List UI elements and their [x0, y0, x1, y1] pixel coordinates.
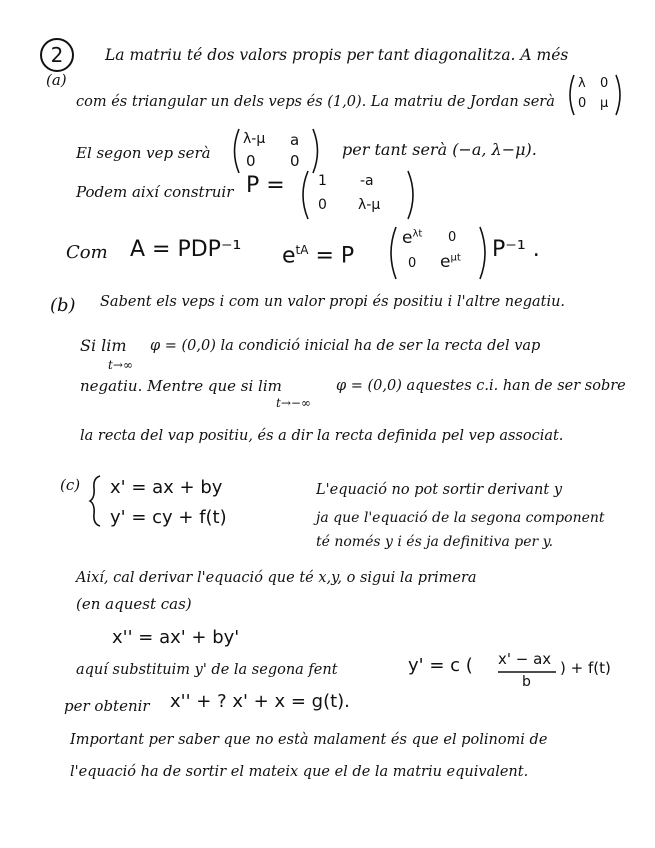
- eq-substitution-lhs: y' = c (: [408, 655, 473, 676]
- part-a-label: (a): [46, 71, 67, 89]
- system-eq-1: x' = ax + by: [110, 477, 223, 498]
- p-label: P =: [246, 173, 285, 198]
- part-b-label: (b): [50, 295, 76, 316]
- fraction-numerator: x' − ax: [498, 650, 552, 668]
- p-a12: -a: [360, 173, 374, 189]
- brace-glyph: [88, 474, 102, 528]
- matrix-brackets: [566, 72, 624, 118]
- part-c-line-1: Així, cal derivar l'equació que té x,y, o sigui la primera: [76, 570, 477, 586]
- part-b-line-4: la recta del vap positiu, és a dir la recta definida pel vep associat.: [80, 428, 564, 444]
- eq-substitution-tail: ) + f(t): [560, 659, 611, 677]
- part-a-line-3-pre: El segon vep serà: [76, 144, 211, 162]
- exp-a22-base: e: [440, 252, 451, 272]
- fraction-denominator: b: [522, 674, 531, 690]
- exp-a12: 0: [448, 230, 457, 245]
- part-a-line-4-pre: Podem així construir: [76, 183, 234, 201]
- eq-exp-base: e: [282, 243, 296, 269]
- exp-a11: [402, 228, 422, 248]
- part-b-line-1: Sabent els veps i com un valor propi és positiu i l'altre negatiu.: [100, 294, 566, 310]
- part-a-line-5-pre: Com: [66, 242, 108, 263]
- part-c-note-1: L'equació no pot sortir derivant y: [316, 482, 563, 498]
- part-c-label: (c): [60, 476, 81, 494]
- jordan-a11: λ: [578, 76, 586, 91]
- part-b-line-2-pre: Si lim: [80, 336, 127, 355]
- p-a21: 0: [318, 197, 327, 213]
- m2-a21: 0: [246, 152, 256, 170]
- part-a-line-3-post: per tant serà (−a, λ−μ).: [342, 140, 537, 159]
- part-c-line-6: l'equació ha de sortir el mateix que el de la matriu equivalent.: [70, 764, 529, 780]
- jordan-a21: 0: [578, 96, 587, 111]
- eq-exp-lhs: [282, 240, 355, 269]
- part-a-line-1: La matriu té dos valors propis per tant diagonalitza. A més: [105, 46, 569, 64]
- eq-final-ode: x'' + ? x' + x = g(t).: [170, 691, 350, 712]
- matrix-brackets: [298, 168, 418, 222]
- system-eq-2: y' = cy + f(t): [110, 507, 227, 528]
- exp-a11-base: e: [402, 228, 413, 248]
- p-a22: λ-μ: [358, 197, 381, 213]
- part-c-line-4-pre: per obtenir: [64, 697, 150, 715]
- part-b-line-3-pre: negatiu. Mentre que si lim: [80, 377, 282, 395]
- exp-a22: [440, 252, 461, 272]
- p-a11: 1: [318, 173, 327, 189]
- jordan-matrix: [566, 72, 624, 118]
- exp-a11-sup: λt: [412, 228, 423, 240]
- m2-a22: 0: [290, 152, 300, 170]
- eq-a-pdp: A = PDP⁻¹: [130, 237, 242, 262]
- m2-a11: λ-μ: [243, 131, 266, 147]
- lim-subscript-2: t→−∞: [276, 396, 311, 410]
- eq-fraction: [496, 650, 558, 694]
- m2-a12: a: [290, 131, 300, 149]
- exp-a21: 0: [408, 256, 417, 271]
- system-brace: [88, 474, 102, 528]
- eq-second-derivative: x'' = ax' + by': [112, 627, 240, 648]
- part-b-line-2-post: φ = (0,0) la condició inicial ha de ser la recta del vap: [150, 338, 541, 354]
- part-c-note-3: té només y i és ja definitiva per y.: [316, 534, 554, 550]
- part-c-line-2: (en aquest cas): [76, 595, 192, 613]
- exp-matrix: [386, 224, 490, 282]
- problem-number: 2: [50, 43, 64, 67]
- problem-number-circle: [40, 38, 74, 72]
- exp-a22-sup: μt: [450, 252, 461, 264]
- eq-exp-tail: P⁻¹ .: [492, 237, 540, 262]
- eq-exp-mid: = P: [315, 243, 355, 269]
- lim-subscript-1: t→∞: [108, 358, 133, 372]
- p-matrix: [298, 168, 418, 222]
- jordan-a22: μ: [600, 96, 609, 111]
- part-a-line-2: com és triangular un dels veps és (1,0). La matriu de Jordan serà: [76, 94, 555, 110]
- eq-exp-sup: tA: [295, 243, 309, 257]
- part-b-line-3-post: φ = (0,0) aquestes c.i. han de ser sobre: [336, 378, 626, 394]
- part-c-line-5: Important per saber que no està malament és que el polinomi de: [70, 732, 548, 748]
- jordan-a12: 0: [600, 76, 609, 91]
- part-c-line-3-pre: aquí substituim y' de la segona fent: [76, 662, 338, 678]
- part-c-note-2: ja que l'equació de la segona component: [316, 510, 605, 526]
